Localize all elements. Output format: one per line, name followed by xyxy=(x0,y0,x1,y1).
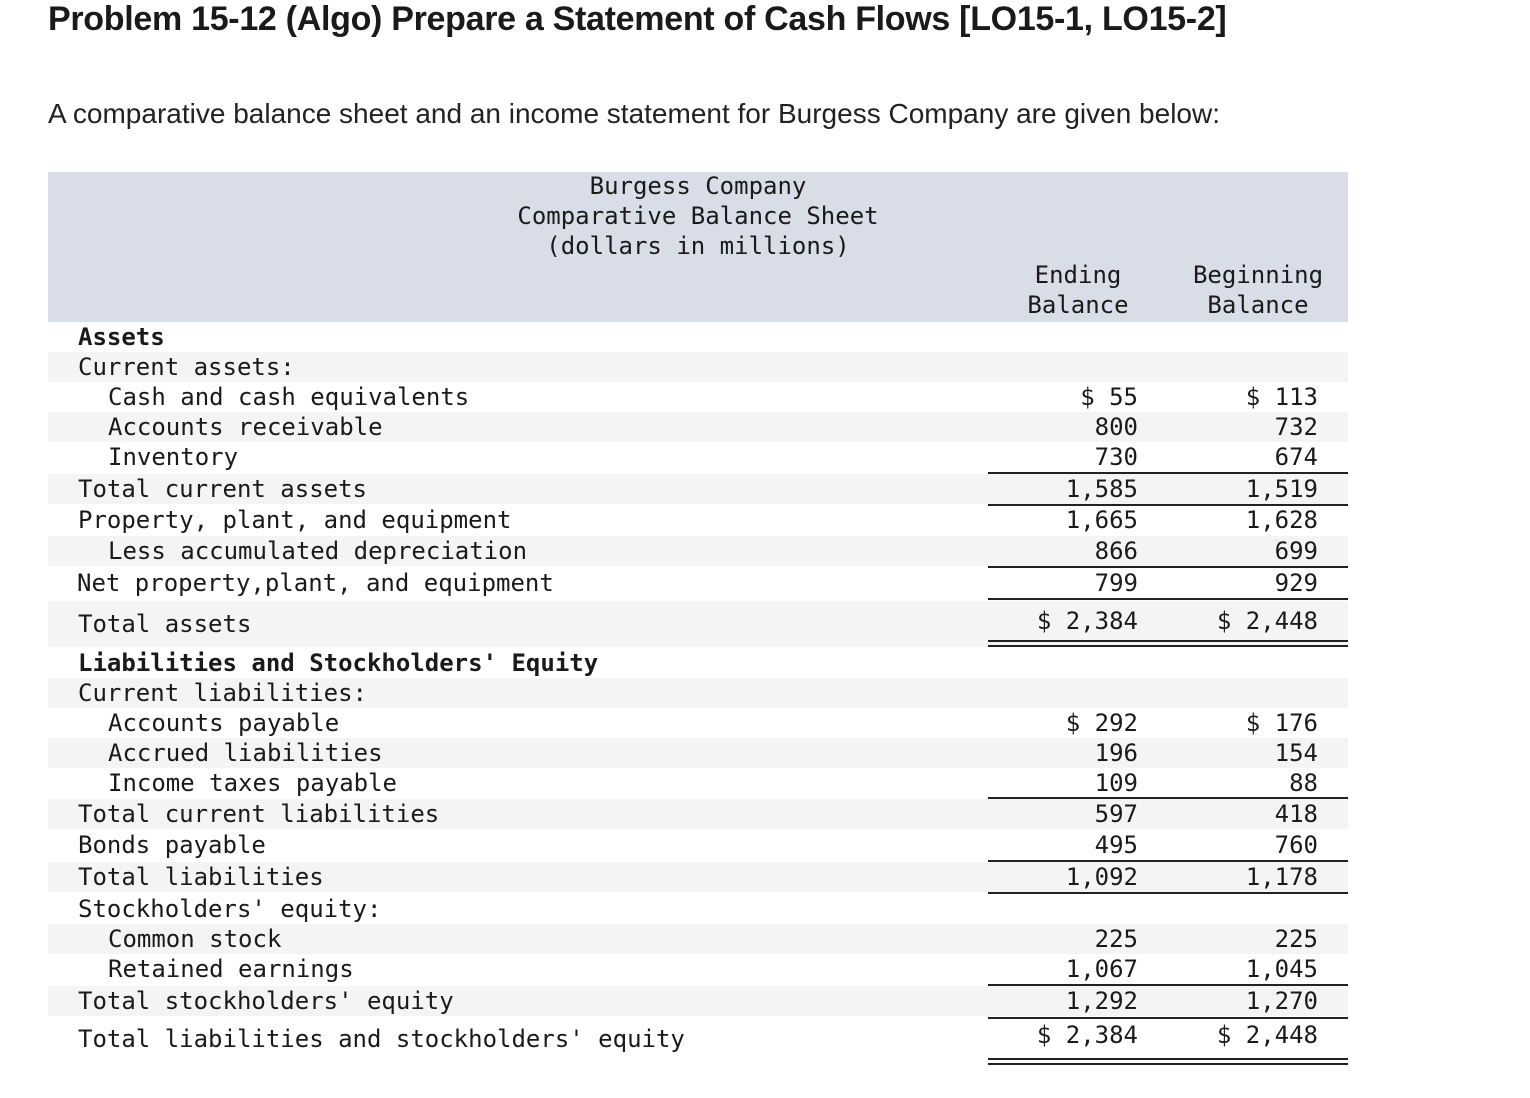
total-double-rule xyxy=(988,1058,1348,1065)
table-row: Total current liabilities 597 418 xyxy=(48,799,1348,829)
beginning-balance-header: Beginning Balance xyxy=(1192,261,1324,319)
statement-units: (dollars in millions) xyxy=(546,232,850,260)
page-title: Problem 15-12 (Algo) Prepare a Statement of Cash Flows [LO15-1, LO15-2] xyxy=(48,0,1227,38)
problem-intro: A comparative balance sheet and an income statement for Burgess Company are given below: xyxy=(48,98,1220,129)
subtotal-rule xyxy=(988,984,1348,986)
table-row: Liabilities and Stockholders' Equity xyxy=(78,649,599,677)
statement-name: Comparative Balance Sheet xyxy=(517,202,879,230)
table-row: Inventory 730 674 xyxy=(108,443,1318,471)
ending-balance-header: Ending Balance xyxy=(1027,261,1129,319)
company-name: Burgess Company xyxy=(589,172,807,200)
table-row: Less accumulated depreciation 866 699 xyxy=(48,536,1348,566)
table-row: Common stock 225 225 xyxy=(48,924,1348,954)
table-row: Total assets $ 2,384 $ 2,448 xyxy=(48,601,1348,647)
subtotal-rule xyxy=(988,797,1348,799)
table-row: Stockholders' equity: xyxy=(78,895,382,923)
table-row: Current assets: xyxy=(48,352,1348,382)
table-row: Accounts receivable 800 732 xyxy=(48,412,1348,442)
subtotal-rule xyxy=(988,504,1348,506)
subtotal-rule xyxy=(988,1017,1348,1019)
table-row: Total stockholders' equity 1,292 1,270 xyxy=(48,986,1348,1016)
table-row: Bonds payable 495 760 xyxy=(78,831,1318,859)
subtotal-rule xyxy=(988,860,1348,862)
table-row: Retained earnings 1,067 1,045 xyxy=(108,955,1318,983)
table-row: Total liabilities 1,092 1,178 xyxy=(48,862,1348,892)
subtotal-rule xyxy=(988,892,1348,894)
table-row: Assets xyxy=(78,323,165,351)
subtotal-rule xyxy=(988,472,1348,474)
table-row: Income taxes payable 109 88 xyxy=(108,769,1318,797)
table-header xyxy=(48,172,1348,322)
table-row: Cash and cash equivalents $ 55 $ 113 xyxy=(108,383,1318,411)
table-row: Total current assets 1,585 1,519 xyxy=(48,474,1348,504)
table-row: Current liabilities: xyxy=(48,678,1348,708)
table-row: Property, plant, and equipment 1,665 1,628 xyxy=(78,506,1318,534)
balance-sheet-table xyxy=(48,172,1348,1072)
table-row: Accrued liabilities 196 154 xyxy=(48,738,1348,768)
table-row: Total liabilities and stockholders' equity $ 2,384 $ 2,448 xyxy=(78,1021,1318,1053)
table-row: Net property,plant, and equipment 799 929 xyxy=(77,569,1318,597)
subtotal-rule xyxy=(988,566,1348,568)
subtotal-rule xyxy=(988,598,1348,600)
total-double-rule xyxy=(988,640,1348,647)
table-row: Accounts payable $ 292 $ 176 xyxy=(108,709,1318,737)
